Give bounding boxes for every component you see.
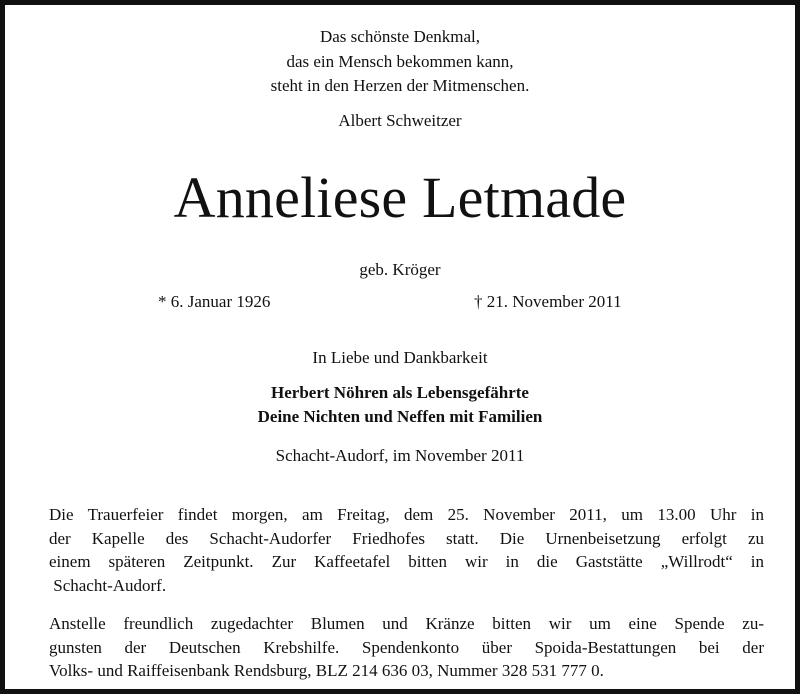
place-date: Schacht-Audorf, im November 2011 [275,446,525,465]
deceased-name: Anneliese Letmade [173,165,627,230]
birth-date: * 6. Januar 1926 [158,292,271,311]
quote-author: Albert Schweitzer [338,111,462,130]
mourner-line: Herbert Nöhren als Lebensgefährte [271,383,529,402]
maiden-name: geb. Kröger [359,260,441,279]
paragraph-line: der Kapelle des Schacht-Audorfer Friedhofes statt. Die Urnenbeisetzung erfolgt zu [49,528,764,548]
death-date: † 21. November 2011 [474,292,622,311]
paragraph-line: Schacht-Audorf. [49,575,167,595]
paragraph-line: gunsten der Deutschen Krebshilfe. Spendenkonto über Spoida-Bestattungen bei der [49,637,764,657]
quote-block [5,25,795,99]
quote-line: Das schönste Denkmal, [319,27,481,46]
paragraph-line: Anstelle freundlich zugedachter Blumen und Kränze bitten wir um eine Spende zu- [49,614,764,633]
donation-paragraph [49,612,764,683]
mourners-intro: In Liebe und Dankbarkeit [312,348,488,367]
mourners-list [5,381,795,429]
quote-line: steht in den Herzen der Mitmenschen. [270,76,530,95]
mourner-line: Deine Nichten und Neffen mit Familien [257,407,543,426]
funeral-paragraph [49,503,764,597]
paragraph-line: Volks- und Raiffeisenbank Rendsburg, BLZ 214 636 03, Nummer 328 531 777 0. [49,661,604,680]
quote-line: das ein Mensch bekommen kann, [286,51,514,71]
paragraph-line: Die Trauerfeier findet morgen, am Freitag, dem 25. November 2011, um 13.00 Uhr in [49,505,764,524]
paragraph-line: einem späteren Zeitpunkt. Zur Kaffeetafel bitten wir in die Gaststätte „Willrodt“ in [49,552,764,571]
